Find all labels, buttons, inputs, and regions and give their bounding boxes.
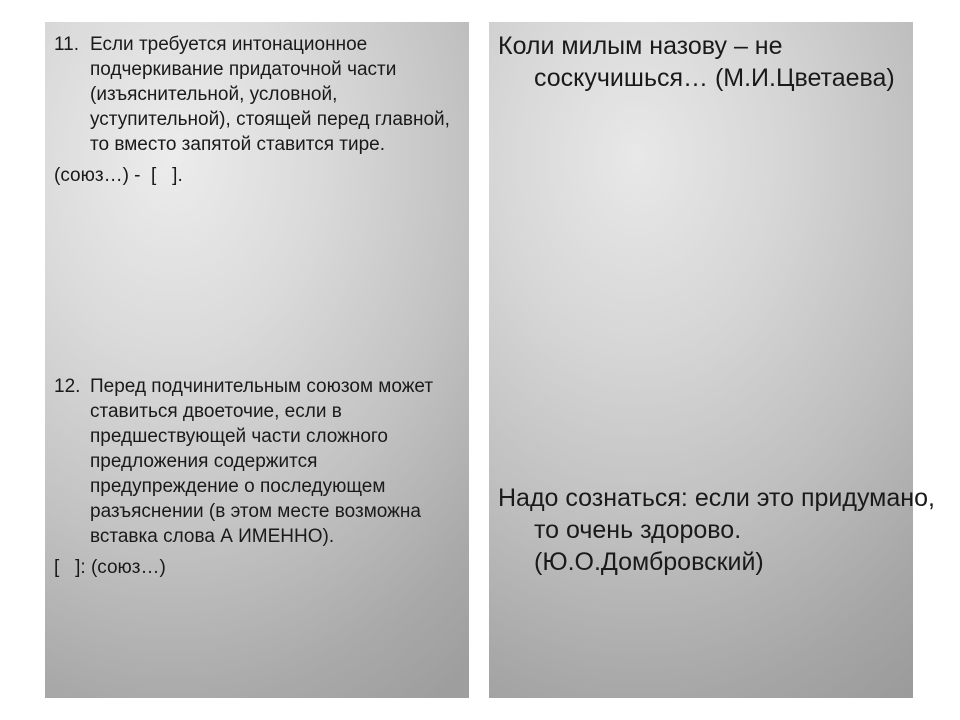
example-2: Надо сознаться: если это придумано, то очень здорово. (Ю.О.Домбровский) xyxy=(498,484,935,576)
rule-11 xyxy=(54,32,459,188)
rule-12-scheme: [ ]: (союз…) xyxy=(54,557,166,578)
rule-12-text: Перед подчинительным союзом может ставиться двоеточие, если в предшествующей части сложного предложения содержится предупреждение о последующем разъяснении (в этом месте возможна вставка слова А ИМЕННО). xyxy=(90,376,434,547)
rule-11-text: Если требуется интонационное подчеркивание придаточной части (изъяснительной, условной, уступительной), стоящей перед главной, то вместо запятой ставится тире. xyxy=(90,34,450,155)
rule-11-item xyxy=(54,32,459,157)
rule-12-number: 12. xyxy=(54,376,81,397)
rule-11-number: 11. xyxy=(54,34,80,55)
rule-12-item xyxy=(54,374,459,549)
rules-panel xyxy=(45,22,469,698)
example-1: Коли милым назову – не соскучишься… (М.И.Цветаева) xyxy=(498,32,895,92)
examples-panel xyxy=(489,22,935,698)
rule-12 xyxy=(54,374,459,580)
rule-11-scheme: (союз…) - [ ]. xyxy=(54,165,183,186)
